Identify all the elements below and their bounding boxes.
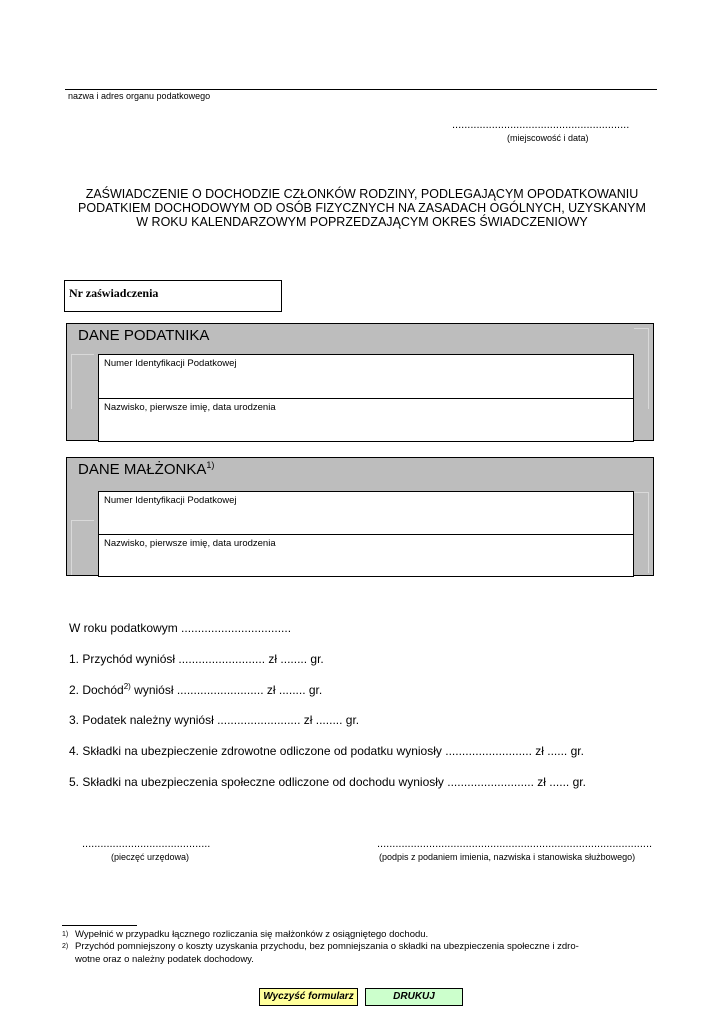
- health-insurance-line[interactable]: 4. Składki na ubezpieczenie zdrowotne odliczone od podatku wyniosły .......................... zł ...... gr.: [69, 744, 584, 758]
- footnote-1-text: Wypełnić w przypadku łącznego rozliczania się małżonków z osiągniętego dochodu.: [75, 929, 429, 940]
- taxpayer-name-label: Nazwisko, pierwsze imię, data urodzenia: [104, 402, 276, 413]
- place-date-field[interactable]: ..........................................................: [452, 119, 630, 131]
- spouse-name-field[interactable]: [98, 534, 634, 577]
- taxpayer-section-title: DANE PODATNIKA: [78, 327, 210, 344]
- footnote-1-mark: 1): [62, 931, 69, 938]
- footnote-2-text-line-2: wotne oraz o należny podatek dochodowy.: [75, 954, 254, 965]
- taxpayer-name-field[interactable]: [98, 398, 634, 442]
- signature-label: (podpis z podaniem imienia, nazwiska i stanowiska służbowego): [379, 852, 636, 862]
- taxpayer-nip-field[interactable]: [98, 354, 634, 399]
- social-insurance-line[interactable]: 5. Składki na ubezpieczenia społeczne odliczone od dochodu wyniosły .......................... zł ...... gr.: [69, 775, 586, 789]
- tax-due-line[interactable]: 3. Podatek należny wyniósł ......................... zł ........ gr.: [69, 713, 360, 727]
- certificate-number-field[interactable]: [64, 280, 282, 312]
- title-line-3: W ROKU KALENDARZOWYM POPRZEDZAJĄCYM OKRES ŚWIADCZENIOWY: [136, 215, 588, 229]
- tax-year-line[interactable]: W roku podatkowym .................................: [69, 621, 292, 635]
- spouse-nip-label: Numer Identyfikacji Podatkowej: [104, 495, 237, 506]
- spouse-title-footnote-mark: 1): [206, 460, 215, 470]
- spouse-title-text: DANE MAŁŻONKA: [78, 461, 207, 478]
- taxpayer-section: [66, 323, 654, 441]
- title-line-1: ZAŚWIADCZENIE O DOCHODZIE CZŁONKÓW RODZINY, PODLEGAJĄCYM OPODATKOWANIU: [85, 187, 639, 201]
- section-bevel-left: [71, 354, 94, 409]
- net-income-line[interactable]: [69, 682, 322, 697]
- stamp-dots: ..........................................: [82, 838, 211, 850]
- footnote-2-mark: 2): [62, 943, 69, 950]
- spouse-nip-field[interactable]: [98, 491, 634, 535]
- footnote-rule: [62, 925, 137, 926]
- net-income-footnote-mark: 2): [123, 682, 131, 691]
- income-line[interactable]: 1. Przychód wyniósł .......................... zł ........ gr.: [69, 652, 324, 666]
- document-title: [60, 187, 664, 229]
- place-date-label: (miejscowość i data): [507, 133, 589, 143]
- spouse-section: [66, 457, 654, 576]
- clear-form-button[interactable]: Wyczyść formularz: [259, 988, 358, 1006]
- footnote-2: [62, 941, 579, 965]
- title-line-2: PODATKIEM DOCHODOWYM OD OSÓB FIZYCZNYCH NA ZASADACH OGÓLNYCH, UZYSKANYM: [78, 201, 646, 215]
- footnote-2-text-line-1: Przychód pomniejszony o koszty uzyskania przychodu, bez pomniejszania o składki na ubezpieczenia społeczne i zdro-: [75, 941, 579, 952]
- header-rule: [65, 89, 657, 90]
- net-income-label: 2. Dochód: [69, 683, 124, 697]
- signature-dots: ..........................................................................................: [377, 838, 653, 850]
- net-income-amount: wyniósł .......................... zł ........ gr.: [130, 683, 323, 697]
- section-bevel-left: [71, 520, 94, 575]
- stamp-label: (pieczęć urzędowa): [111, 852, 190, 862]
- spouse-name-label: Nazwisko, pierwsze imię, data urodzenia: [104, 538, 276, 549]
- section-bevel-right: [634, 492, 649, 573]
- certificate-number-label: Nr zaświadczenia: [69, 286, 159, 300]
- taxpayer-nip-label: Numer Identyfikacji Podatkowej: [104, 358, 237, 369]
- organ-label: nazwa i adres organu podatkowego: [68, 91, 211, 101]
- print-button[interactable]: DRUKUJ: [365, 988, 463, 1006]
- spouse-section-title: [78, 460, 214, 478]
- section-bevel-right: [634, 328, 649, 409]
